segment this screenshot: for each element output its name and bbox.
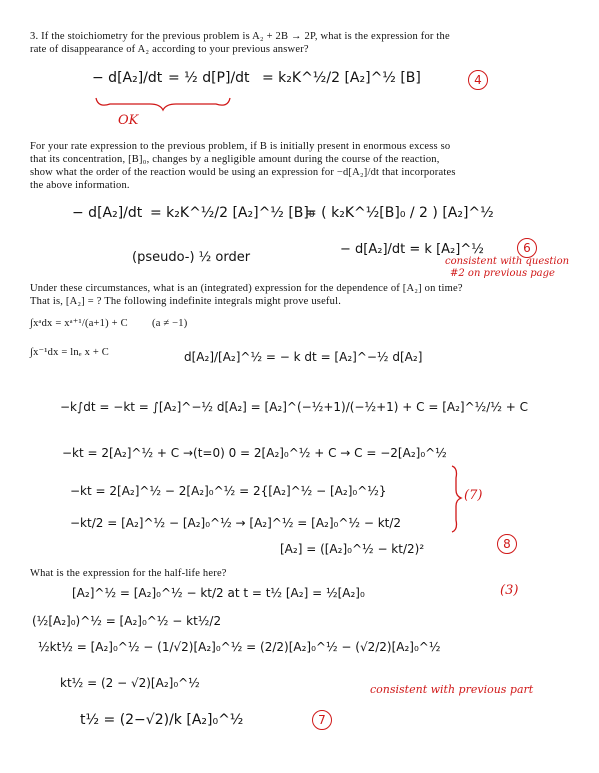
q4-eq1-lhs: − d[A₂]/dt <box>72 205 143 221</box>
q4-eq1-mid: = k₂K^½/2 [A₂]^½ [B]₀ <box>150 205 315 221</box>
q3-answer-mid: = ½ d[P]/dt <box>168 70 250 86</box>
q6-work-line-4: kt½ = (2 − √2)[A₂]₀^½ <box>60 676 200 690</box>
q4-remark-line2: #2 on previous page <box>450 268 555 279</box>
q6-work-line-1: [A₂]^½ = [A₂]₀^½ − kt/2 at t = t½ [A₂] = ½[A₂]₀ <box>72 586 365 600</box>
q6-prompt-line1: What is the expression for the half-life here? <box>30 568 227 579</box>
q3-score-circle: 4 <box>468 70 488 90</box>
q4-eq1-rhs: = ( k₂K^½[B]₀ / 2 ) [A₂]^½ <box>305 205 494 221</box>
q5-prompt-line1: Under these circumstances, what is an (integrated) expression for the dependence of [A₂] on time? <box>30 283 463 294</box>
q4-pseudo-order: (pseudo-) ½ order <box>132 250 251 265</box>
q3-answer-rhs: = k₂K^½/2 [A₂]^½ [B] <box>262 70 421 86</box>
q6-work-line-2: (½[A₂]₀)^½ = [A₂]₀^½ − kt½/2 <box>32 614 222 628</box>
q3-prompt-line2: rate of disappearance of A₂ according to your previous answer? <box>30 44 309 55</box>
q5-prompt-line2: That is, [A₂] = ? The following indefinite integrals might prove useful. <box>30 296 342 307</box>
q6-remark: consistent with previous part <box>370 683 534 696</box>
q6-work-line-3: ½kt½ = [A₂]₀^½ − (1/√2)[A₂]₀^½ = (2/2)[A₂]₀^½ − (√2/2)[A₂]₀^½ <box>38 640 441 654</box>
q4-score-circle: 6 <box>517 238 537 258</box>
q5-work-line-2: −k∫dt = −kt = ∫[A₂]^−½ d[A₂] = [A₂]^(−½+1)/(−½+1) + C = [A₂]^½/½ + C <box>60 400 529 414</box>
q3-number: 3. <box>30 31 39 42</box>
q4-prompt-line3: show what the order of the reaction would be using an expression for −d[A₂]/dt that incorporates <box>30 167 456 178</box>
q3-text-line1: If the stoichiometry for the previous problem is A₂ + 2B → 2P, what is the expression for the <box>41 31 450 42</box>
q5-integral-2: ∫x⁻¹dx = lnₑ x + C <box>30 347 109 358</box>
q4-prompt-line4: the above information. <box>30 180 130 191</box>
q4-remark-line1: consistent with question <box>445 256 570 267</box>
q4-prompt-line2: that its concentration, [B]₀, changes by a negligible amount during the course of the reaction, <box>30 154 440 165</box>
q3-answer-lhs: − d[A₂]/dt <box>92 70 163 86</box>
q5-score-circle: 8 <box>497 534 517 554</box>
q5-integral-1: ∫xᵃdx = xᵃ⁺¹/(a+1) + C <box>30 318 128 329</box>
q5-brace <box>452 466 461 532</box>
q6-score-circle: 7 <box>312 710 332 730</box>
q6-work-line-5: t½ = (2−√2)/k [A₂]₀^½ <box>80 712 244 728</box>
q4-prompt-line1: For your rate expression to the previous problem, if B is initially present in enormous excess so <box>30 141 451 152</box>
q6-score-small: (3) <box>500 583 519 598</box>
q5-work-line-4: −kt = 2[A₂]^½ − 2[A₂]₀^½ = 2{[A₂]^½ − [A₂]₀^½} <box>70 484 387 498</box>
q3-red-underbrace <box>96 98 230 110</box>
q5-work-line-3: −kt = 2[A₂]^½ + C →(t=0) 0 = 2[A₂]₀^½ + C → C = −2[A₂]₀^½ <box>62 446 447 460</box>
q5-integral-1-condition: (a ≠ −1) <box>152 318 188 329</box>
q5-work-line-5: −kt/2 = [A₂]^½ − [A₂]₀^½ → [A₂]^½ = [A₂]₀^½ − kt/2 <box>70 516 402 530</box>
q4-eq2: − d[A₂]/dt = k [A₂]^½ <box>340 242 484 257</box>
q5-work-line-6: [A₂] = ([A₂]₀^½ − kt/2)² <box>280 542 425 556</box>
q5-brace-score: (7) <box>464 488 483 503</box>
q5-work-line-1: d[A₂]/[A₂]^½ = − k dt = [A₂]^−½ d[A₂] <box>184 350 423 364</box>
q3-remark-ok: OK <box>118 113 139 128</box>
